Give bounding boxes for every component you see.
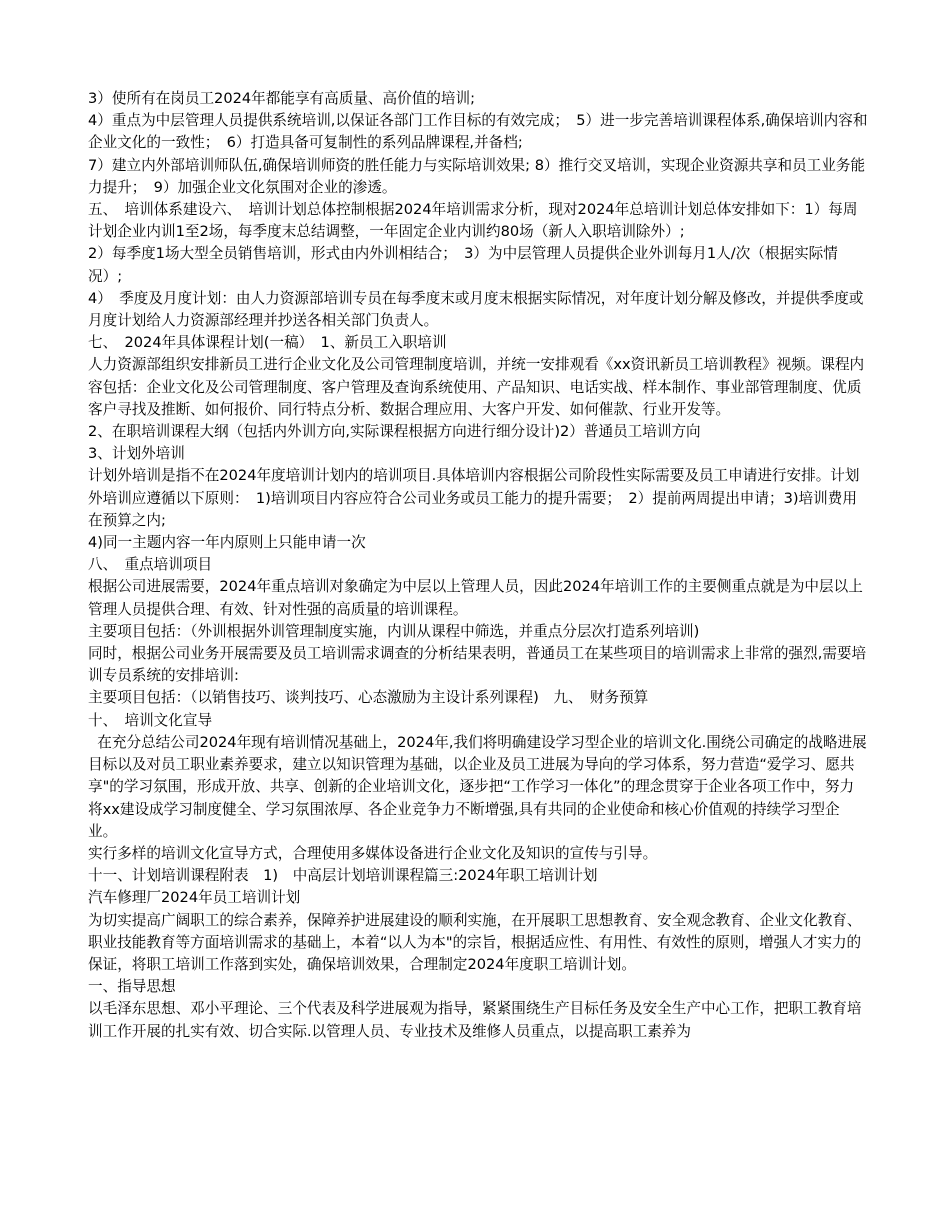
paragraph: 实行多样的培训文化宣导方式，合理使用多媒体设备进行企业文化及知识的宣传与引导。 xyxy=(88,844,658,862)
paragraph: 人力资源部组织安排新员工进行企业文化及公司管理制度培训，并统一安排观看《xx资讯新员工培训教程》视频。课程内容包括：企业文化及公司管理制度、客户管理及查询系统使用、产品知识、电话实战、样本制作、事业部管理制度、优质客户寻找及推断、如何报价、同行特点分析、数据合理应用、大客户开发、如何催款、行业开发等。 xyxy=(88,356,865,418)
paragraph: 主要项目包括：（外训根据外训管理制度实施，内训从课程中筛选，并重点分层次打造系列培训) xyxy=(88,622,700,640)
subsection-heading: 3、计划外培训 xyxy=(88,445,185,463)
paragraph: 为切实提高广阔职工的综合素养，保障养护进展建设的顺利实施，在开展职工思想教育、安全观念教育、企业文化教育、职业技能教育等方面培训需求的基础上，本着“以人为本"的宗旨，根据适应性、有用性、有效性的原则，增强人才实力的保证，将职工培训工作落到实处，确保培训效果，合理制定2024年度职工培训计划。 xyxy=(88,911,862,973)
paragraph: 在充分总结公司2024年现有培训情况基础上，2024年,我们将明确建设学习型企业的培训文化.围绕公司确定的战略进展目标以及对员工职业素养要求，建立以知识管理为基础，以企业及员工进展为导向的学习体系，努力营造“爱学习、愿共享"的学习氛围，形成开放、共享、创新的企业培训文化，逐步把“工作学习一体化”的理念贯穿于企业各项工作中，努力将xx建设成学习制度健全、学习氛围浓厚、各企业竞争力不断增强,具有共同的企业使命和核心价值观的持续学习型企业。 xyxy=(88,733,867,840)
document-title: 汽车修理厂2024年员工培训计划 xyxy=(88,889,301,907)
paragraph: 2、在职培训课程大纲（包括内外训方向,实际课程根据方向进行细分设计)2）普通员工培训方向 xyxy=(88,423,701,441)
section-heading: 八、 重点培训项目 xyxy=(88,556,213,574)
paragraph: 7）建立内外部培训师队伍,确保培训师资的胜任能力与实际培训效果; 8）推行交叉培训，实现企业资源共享和员工业务能力提升； 9）加强企业文化氛围对企业的渗透。 xyxy=(88,156,866,196)
paragraph: 4） 季度及月度计划：由人力资源部培训专员在每季度末或月度末根据实际情况，对年度计划分解及修改，并提供季度或月度计划给人力资源部经理并抄送各相关部门负责人。 xyxy=(88,289,864,330)
section-heading: 五、 培训体系建设六、 培训计划总体控制根据2024年培训需求分析，现对2024年总培训计划总体安排如下：1）每周计划企业内训1至2场，每季度末总结调整，一年固定企业内训约80场（新人入职培训除外）; xyxy=(88,201,858,241)
paragraph: 3）使所有在岗员工2024年都能享有高质量、高价值的培训; xyxy=(88,90,476,107)
paragraph: 以毛泽东思想、邓小平理论、三个代表及科学进展观为指导，紧紧围绕生产目标任务及安全生产中心工作，把职工教育培训工作开展的扎实有效、切合实际.以管理人员、专业技术及维修人员重点，以提高职工素养为 xyxy=(88,1000,862,1040)
document-body xyxy=(88,88,868,1043)
section-heading: 十一、计划培训课程附表 1) 中高层计划培训课程篇三:2024年职工培训计划 xyxy=(88,867,598,885)
section-heading: 一、指导思想 xyxy=(88,978,176,996)
paragraph: 4)同一主题内容一年内原则上只能申请一次 xyxy=(88,534,366,552)
section-heading: 十、 培训文化宣导 xyxy=(88,711,213,729)
paragraph: 主要项目包括：（以销售技巧、谈判技巧、心态激励为主设计系列课程) 九、 财务预算 xyxy=(88,689,649,707)
paragraph: 根据公司进展需要，2024年重点培训对象确定为中层以上管理人员，因此2024年培训工作的主要侧重点就是为中层以上管理人员提供合理、有效、针对性强的高质量的培训课程。 xyxy=(88,578,863,618)
section-heading: 七、 2024年具体课程计划(一稿） 1、新员工入职培训 xyxy=(88,334,447,352)
paragraph: 计划外培训是指不在2024年度培训计划内的培训项目.具体培训内容根据公司阶段性实际需要及员工申请进行安排。计划外培训应遵循以下原则： 1)培训项目内容应符合公司业务或员工能力的提升需要； 2）提前两周提出申请；3)培训费用在预算之内; xyxy=(88,467,860,529)
paragraph: 4）重点为中层管理人员提供系统培训,以保证各部门工作目标的有效完成； 5）进一步完善培训课程体系,确保培训内容和企业文化的一致性； 6）打造具备可复制性的系列品牌课程,并备档; xyxy=(88,112,868,152)
paragraph: 同时，根据公司业务开展需要及员工培训需求调查的分析结果表明，普通员工在某些项目的培训需求上非常的强烈,需要培训专员系统的安排培训: xyxy=(88,645,867,685)
paragraph: 2）每季度1场大型全员销售培训，形式由内外训相结合； 3）为中层管理人员提供企业外训每月1人/次（根据实际情况）; xyxy=(88,245,838,285)
